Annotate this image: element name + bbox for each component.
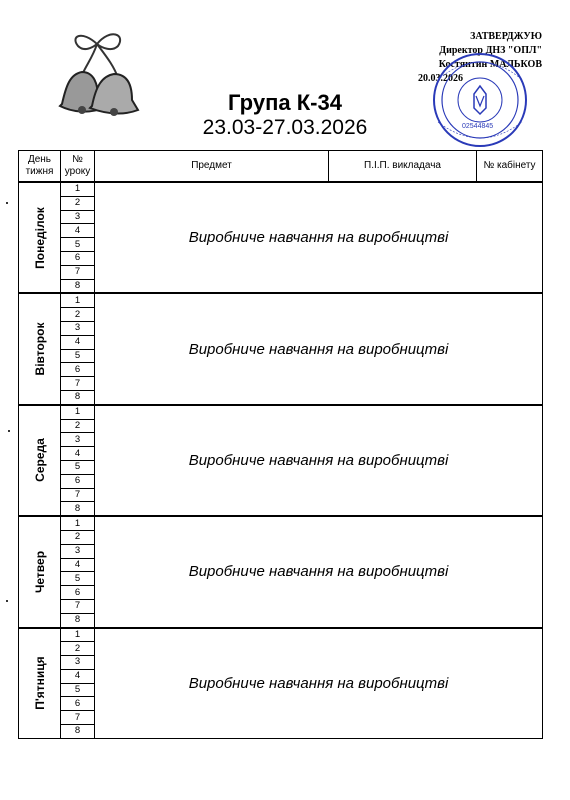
- lesson-number: 3: [61, 544, 95, 558]
- day-cell: [19, 516, 61, 627]
- day-label: П'ятниця: [32, 656, 47, 710]
- lesson-number: 3: [61, 321, 95, 335]
- lesson-number: 1: [61, 182, 95, 196]
- lesson-number: 6: [61, 586, 95, 600]
- lesson-number: 7: [61, 377, 95, 391]
- table-row: [19, 182, 543, 196]
- official-stamp: [410, 48, 538, 148]
- table-row: [19, 293, 543, 307]
- lesson-number: 1: [61, 628, 95, 642]
- day-cell: [19, 405, 61, 516]
- group-title: Група К-34: [228, 90, 342, 115]
- lesson-number: 7: [61, 599, 95, 613]
- subject-cell: Виробниче навчання на виробництві: [95, 628, 543, 739]
- header-teacher: П.І.П. викладача: [329, 151, 477, 183]
- date-range: 23.03-27.03.2026: [202, 116, 368, 139]
- day-label: Понеділок: [32, 206, 47, 269]
- table-row: [19, 405, 543, 419]
- header-lesson: № уроку: [61, 151, 95, 183]
- day-cell: [19, 182, 61, 293]
- lesson-number: 3: [61, 210, 95, 224]
- table-row: [19, 628, 543, 642]
- lesson-number: 7: [61, 265, 95, 279]
- lesson-number: 4: [61, 335, 95, 349]
- scan-mark: [8, 430, 10, 432]
- day-cell: [19, 628, 61, 739]
- lesson-number: 3: [61, 433, 95, 447]
- subject-cell: Виробниче навчання на виробництві: [95, 182, 543, 293]
- lesson-number: 8: [61, 390, 95, 404]
- table-header-row: [19, 151, 543, 183]
- lesson-number: 1: [61, 405, 95, 419]
- header-subject: Предмет: [95, 151, 329, 183]
- lesson-number: 8: [61, 502, 95, 516]
- subject-cell: Виробниче навчання на виробництві: [95, 293, 543, 404]
- lesson-number: 1: [61, 293, 95, 307]
- lesson-number: 4: [61, 224, 95, 238]
- lesson-number: 2: [61, 419, 95, 433]
- day-cell: [19, 293, 61, 404]
- lesson-number: 5: [61, 349, 95, 363]
- scan-mark: [6, 202, 8, 204]
- day-label: Середа: [32, 438, 47, 483]
- lesson-number: 5: [61, 683, 95, 697]
- lesson-number: 3: [61, 656, 95, 670]
- lesson-number: 4: [61, 558, 95, 572]
- subject-cell: Виробниче навчання на виробництві: [95, 405, 543, 516]
- approval-heading: ЗАТВЕРДЖУЮ: [470, 31, 542, 42]
- lesson-number: 2: [61, 642, 95, 656]
- lesson-number: 4: [61, 669, 95, 683]
- approval-name: Костянтин МАЛЬКОВ: [438, 59, 542, 70]
- header-day: День тижня: [19, 151, 61, 183]
- lesson-number: 2: [61, 196, 95, 210]
- lesson-number: 7: [61, 488, 95, 502]
- lesson-number: 6: [61, 697, 95, 711]
- day-label: Вівторок: [32, 322, 47, 376]
- lesson-number: 4: [61, 447, 95, 461]
- header-room: № кабінету: [477, 151, 543, 183]
- lesson-number: 5: [61, 238, 95, 252]
- lesson-number: 6: [61, 363, 95, 377]
- lesson-number: 8: [61, 279, 95, 293]
- lesson-number: 5: [61, 460, 95, 474]
- lesson-number: 7: [61, 711, 95, 725]
- table-row: [19, 516, 543, 530]
- subject-cell: Виробниче навчання на виробництві: [95, 516, 543, 627]
- approval-position: Директор ДНЗ "ОПЛ": [439, 45, 542, 56]
- lesson-number: 2: [61, 530, 95, 544]
- lesson-number: 5: [61, 572, 95, 586]
- lesson-number: 8: [61, 725, 95, 739]
- scan-mark: [6, 600, 8, 602]
- lesson-number: 8: [61, 613, 95, 627]
- bells-icon: [52, 26, 142, 118]
- svg-text:02544845: 02544845: [462, 123, 494, 130]
- schedule-table: [18, 150, 543, 739]
- lesson-number: 2: [61, 308, 95, 322]
- day-label: Четвер: [32, 550, 47, 593]
- lesson-number: 6: [61, 474, 95, 488]
- lesson-number: 1: [61, 516, 95, 530]
- lesson-number: 6: [61, 251, 95, 265]
- approval-date: 20.03.2026: [418, 73, 463, 84]
